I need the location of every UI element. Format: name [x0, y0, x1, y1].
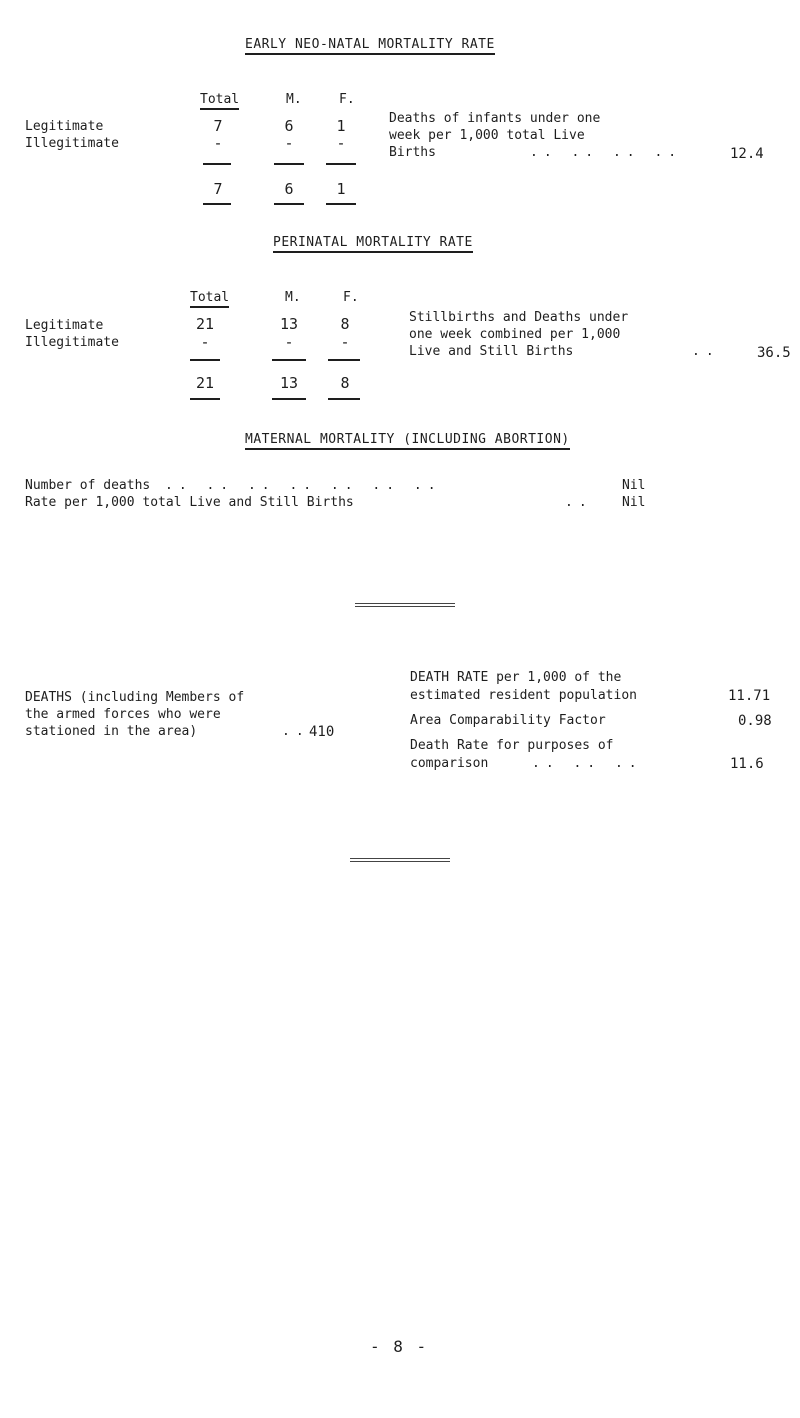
early-total-f: 1 [336, 180, 346, 198]
early-legit-m: 6 [284, 117, 294, 135]
early-illegit-f: - [336, 134, 346, 152]
early-desc-line: Deaths of infants under one [389, 111, 601, 126]
peri-illegit-total: - [200, 333, 210, 351]
page-number: - 8 - [370, 1337, 429, 1356]
peri-total-rule [328, 359, 360, 361]
early-double-rule [326, 203, 356, 205]
early-row-label: Illegitimate [25, 136, 119, 151]
peri-desc-line: one week combined per 1,000 [409, 327, 621, 342]
peri-illegit-f: - [340, 333, 350, 351]
early-desc-line: week per 1,000 total Live [389, 128, 585, 143]
early-rate: 12.4 [730, 146, 764, 162]
peri-rate: 36.5 [757, 345, 791, 361]
crude-rate-label: estimated resident population [410, 688, 637, 703]
early-illegit-total: - [213, 134, 223, 152]
peri-legit-m: 13 [279, 315, 299, 333]
deaths-value: 410 [309, 724, 335, 740]
adjusted-rate-label: Death Rate for purposes of [410, 738, 614, 753]
early-total-rule [274, 163, 304, 165]
separator-rule [355, 603, 455, 604]
early-double-rule [274, 203, 304, 205]
peri-row-label: Illegitimate [25, 335, 119, 350]
deaths-leader: .. [282, 724, 310, 739]
peri-desc-line: Live and Still Births [409, 344, 574, 359]
peri-total-f: 8 [340, 374, 350, 392]
early-col-f: F. [339, 92, 355, 107]
maternal-rate-value: Nil [622, 495, 646, 510]
early-illegit-m: - [284, 134, 294, 152]
crude-rate-label: DEATH RATE per 1,000 of the [410, 670, 622, 685]
peri-desc-line: Stillbirths and Deaths under [409, 310, 629, 325]
early-col-m: M. [286, 92, 302, 107]
deaths-line: DEATHS (including Members of [25, 690, 245, 705]
deaths-line: stationed in the area) [25, 724, 198, 739]
perinatal-heading: PERINATAL MORTALITY RATE [273, 235, 473, 253]
peri-double-rule [272, 398, 306, 400]
peri-col-total: Total [190, 290, 229, 308]
early-legit-f: 1 [336, 117, 346, 135]
peri-total-rule [190, 359, 220, 361]
maternal-leader: .. [565, 495, 593, 510]
maternal-leader: .. .. .. .. .. .. .. [165, 478, 442, 493]
acf-value: 0.98 [738, 713, 772, 729]
peri-double-rule [328, 398, 360, 400]
peri-total-total: 21 [195, 374, 215, 392]
maternal-heading: MATERNAL MORTALITY (INCLUDING ABORTION) [245, 432, 570, 450]
adjusted-leader: .. .. .. [532, 756, 643, 771]
peri-legit-f: 8 [340, 315, 350, 333]
peri-row-label: Legitimate [25, 318, 104, 333]
separator-rule [350, 861, 450, 862]
peri-col-m: M. [285, 290, 301, 305]
early-total-rule [326, 163, 356, 165]
acf-label: Area Comparability Factor [410, 713, 606, 728]
crude-rate-value: 11.71 [728, 688, 771, 704]
peri-legit-total: 21 [195, 315, 215, 333]
separator-rule [355, 606, 455, 607]
deaths-line: the armed forces who were [25, 707, 221, 722]
early-row-label: Legitimate [25, 119, 104, 134]
adjusted-rate-value: 11.6 [730, 756, 764, 772]
peri-col-f: F. [343, 290, 359, 305]
maternal-row-label: Number of deaths [25, 478, 151, 493]
early-total-m: 6 [284, 180, 294, 198]
peri-illegit-m: - [284, 333, 294, 351]
peri-total-rule [272, 359, 306, 361]
peri-leader: .. [692, 344, 720, 359]
early-legit-total: 7 [213, 117, 223, 135]
early-total-total: 7 [213, 180, 223, 198]
peri-double-rule [190, 398, 220, 400]
maternal-deaths-value: Nil [622, 478, 646, 493]
peri-total-m: 13 [279, 374, 299, 392]
early-neonatal-heading: EARLY NEO-NATAL MORTALITY RATE [245, 37, 495, 55]
early-double-rule [203, 203, 231, 205]
separator-rule [350, 858, 450, 859]
maternal-row-label: Rate per 1,000 total Live and Still Births [25, 495, 354, 510]
adjusted-rate-label: comparison [410, 756, 489, 771]
early-col-total: Total [200, 92, 239, 110]
early-desc-line: Births [389, 145, 436, 160]
early-total-rule [203, 163, 231, 165]
early-leader: .. .. .. .. [530, 145, 683, 160]
